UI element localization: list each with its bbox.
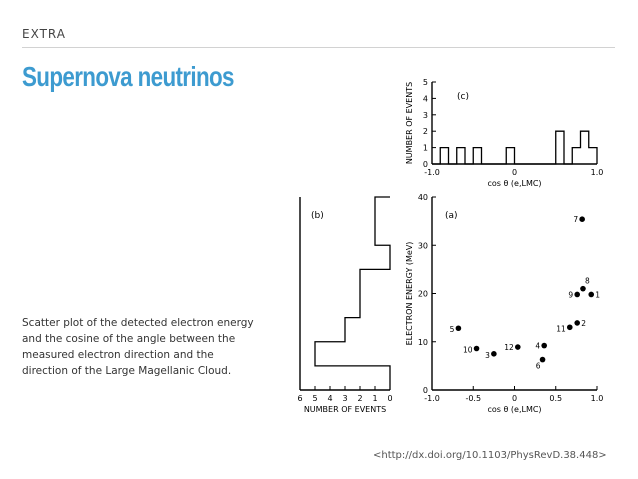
y-axis-label: ELECTRON ENERGY (MeV) bbox=[405, 241, 414, 346]
y-tick-label: 0 bbox=[422, 160, 428, 169]
x-tick-label: 6 bbox=[297, 394, 303, 403]
x-tick-label: 0 bbox=[511, 168, 518, 177]
slide-title: Supernova neutrinos bbox=[22, 61, 234, 92]
x-tick-label: 0 bbox=[511, 394, 518, 403]
x-axis-label: cos θ (e,LMC) bbox=[487, 179, 542, 188]
point-label: 11 bbox=[556, 324, 566, 334]
x-tick-label: 0.5 bbox=[549, 394, 563, 403]
data-point bbox=[574, 292, 580, 298]
panel-label: (a) bbox=[445, 211, 458, 221]
point-label: 1 bbox=[595, 290, 601, 300]
x-tick-label: 1.0 bbox=[590, 168, 604, 177]
citation-link[interactable]: <http://dx.doi.org/10.1103/PhysRevD.38.448> bbox=[373, 450, 607, 461]
x-tick-label: 0 bbox=[387, 394, 393, 403]
histogram-steps bbox=[432, 131, 597, 164]
data-point bbox=[574, 320, 580, 326]
y-tick-label: 1 bbox=[422, 143, 428, 153]
x-tick-label: -0.5 bbox=[465, 394, 482, 403]
point-label: 12 bbox=[504, 343, 514, 353]
point-label: 7 bbox=[573, 215, 579, 225]
y-tick-label: 5 bbox=[422, 78, 428, 87]
point-label: 3 bbox=[485, 350, 490, 360]
data-point bbox=[540, 357, 546, 363]
data-point bbox=[580, 286, 586, 292]
x-tick-label: -1.0 bbox=[424, 394, 440, 403]
header-divider bbox=[22, 47, 615, 48]
point-label: 10 bbox=[463, 345, 473, 355]
supernova-figure bbox=[285, 72, 620, 432]
histogram-panel-c bbox=[405, 78, 603, 188]
figure-caption: Scatter plot of the detected electron energy and the cosine of the angle between the measured electron direction and the direction of the Large Magellanic Cloud. bbox=[22, 317, 254, 377]
data-point bbox=[567, 324, 573, 330]
x-tick-label: -1.0 bbox=[424, 168, 440, 177]
panel-label: (c) bbox=[457, 92, 469, 102]
panel-label: (b) bbox=[311, 211, 324, 221]
data-point bbox=[579, 216, 585, 222]
x-tick-label: 3 bbox=[342, 394, 348, 403]
x-tick-label: 4 bbox=[327, 394, 333, 403]
data-point bbox=[588, 292, 594, 298]
y-tick-label: 0 bbox=[422, 386, 428, 395]
y-tick-label: 30 bbox=[417, 241, 428, 251]
histogram-steps bbox=[315, 197, 390, 390]
scatter-panel-a bbox=[405, 193, 603, 414]
x-tick-label: 2 bbox=[357, 394, 363, 403]
point-label: 9 bbox=[568, 290, 574, 300]
y-axis-label: NUMBER OF EVENTS bbox=[405, 81, 414, 165]
point-label: 2 bbox=[581, 318, 586, 328]
point-label: 5 bbox=[449, 325, 455, 335]
x-axis-label: NUMBER OF EVENTS bbox=[303, 405, 387, 414]
x-axis-label: cos θ (e,LMC) bbox=[487, 405, 542, 414]
y-tick-label: 10 bbox=[417, 337, 428, 347]
data-point bbox=[541, 343, 547, 349]
point-label: 4 bbox=[535, 341, 541, 351]
section-label: EXTRA bbox=[22, 27, 66, 41]
data-point bbox=[456, 325, 462, 331]
y-tick-label: 4 bbox=[422, 94, 428, 104]
point-label: 6 bbox=[535, 361, 541, 371]
y-tick-label: 2 bbox=[422, 127, 428, 137]
histogram-panel-b bbox=[297, 197, 392, 414]
data-point bbox=[515, 344, 521, 350]
x-tick-label: 1.0 bbox=[590, 394, 604, 403]
x-tick-label: 5 bbox=[312, 394, 318, 403]
y-tick-label: 20 bbox=[417, 289, 428, 299]
y-tick-label: 40 bbox=[417, 193, 428, 202]
x-tick-label: 1 bbox=[372, 394, 378, 403]
data-point bbox=[491, 351, 497, 357]
y-tick-label: 3 bbox=[422, 110, 428, 120]
point-label: 8 bbox=[584, 276, 590, 286]
data-point bbox=[474, 346, 480, 352]
